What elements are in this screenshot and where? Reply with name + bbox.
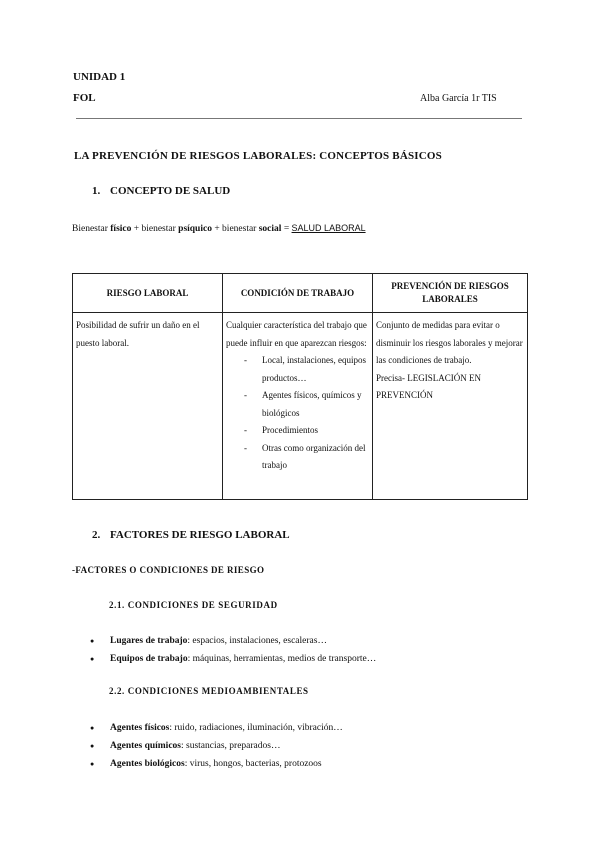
- section-1-heading: [92, 185, 230, 197]
- list-item: - Local, instalaciones, equipos productos…: [244, 352, 369, 387]
- cell-riesgo-laboral: Posibilidad de sufrir un daño en el puesto laboral.: [73, 313, 223, 500]
- formula-part-1: Bienestar: [72, 224, 111, 234]
- item-text: : sustancias, preparados…: [181, 741, 281, 751]
- unit-label: UNIDAD 1: [73, 71, 126, 83]
- safety-conditions-list: [90, 632, 510, 668]
- section-2-number: 2.: [92, 529, 101, 541]
- item-text: : virus, hongos, bacterias, protozoos: [184, 759, 322, 769]
- list-item: [90, 737, 510, 755]
- formula-part-3: + bienestar: [211, 224, 259, 234]
- section-1-number: 1.: [92, 185, 101, 197]
- item-label: Agentes físicos: [110, 723, 170, 733]
- table-header-row: [73, 274, 528, 313]
- section-1-title: CONCEPTO DE SALUD: [110, 185, 231, 197]
- formula-result: SALUD LABORAL: [291, 223, 366, 233]
- item-text: : ruido, radiaciones, iluminación, vibración…: [169, 723, 343, 733]
- formula-social: social: [258, 224, 282, 234]
- cell-condicion-trabajo: [223, 313, 373, 500]
- header-condicion-trabajo: CONDICIÓN DE TRABAJO: [223, 274, 373, 313]
- author-label: Alba García 1r TIS: [420, 93, 497, 104]
- item-label: Agentes químicos: [110, 741, 181, 751]
- list-item: [90, 719, 510, 737]
- list-item: - Otras como organización del trabajo: [244, 440, 369, 475]
- list-item: [90, 632, 510, 650]
- header-riesgo-laboral: RIESGO LABORAL: [73, 274, 223, 313]
- condition-intro: Cualquier característica del trabajo que puede influir en que aparezcan riesgos:: [226, 320, 367, 348]
- document-title: LA PREVENCIÓN DE RIESGOS LABORALES: CONCEPTOS BÁSICOS: [74, 150, 442, 162]
- formula-equals: =: [281, 224, 292, 234]
- health-formula: [72, 223, 366, 234]
- list-item: [90, 650, 510, 668]
- formula-part-2: + bienestar: [131, 224, 179, 234]
- prevention-legislation: Precisa- LEGISLACIÓN EN PREVENCIÓN: [376, 372, 481, 400]
- subsection-2-1-title: 2.1. CONDICIONES DE SEGURIDAD: [109, 600, 278, 610]
- section-2-heading: [92, 529, 290, 541]
- formula-psychic: psíquico: [178, 224, 212, 234]
- table-row: [73, 313, 528, 500]
- item-label: Agentes biológicos: [110, 759, 185, 769]
- risk-factors-subtitle: -FACTORES O CONDICIONES DE RIESGO: [72, 565, 265, 575]
- item-text: : máquinas, herramientas, medios de transporte…: [187, 654, 377, 664]
- list-item: - Agentes físicos, químicos y biológicos: [244, 387, 369, 422]
- list-item: - Procedimientos: [244, 422, 369, 440]
- item-label: Equipos de trabajo: [110, 654, 188, 664]
- list-item: [90, 755, 510, 773]
- environmental-conditions-list: [90, 719, 510, 773]
- condition-list: [226, 352, 369, 475]
- header-prevencion-riesgos: PREVENCIÓN DE RIESGOS LABORALES: [373, 274, 528, 313]
- header-divider: [76, 118, 522, 119]
- subsection-2-2-title: 2.2. CONDICIONES MEDIOAMBIENTALES: [109, 686, 309, 696]
- risk-table: [72, 273, 528, 500]
- subject-label: FOL: [73, 92, 96, 104]
- section-2-title: FACTORES DE RIESGO LABORAL: [110, 529, 290, 541]
- item-text: : espacios, instalaciones, escaleras…: [187, 636, 327, 646]
- prevention-text: Conjunto de medidas para evitar o disminuir los riesgos laborales y mejorar las condiciones de trabajo.: [376, 320, 523, 365]
- item-label: Lugares de trabajo: [110, 636, 188, 646]
- cell-prevencion: [373, 313, 528, 500]
- formula-physical: físico: [110, 224, 132, 234]
